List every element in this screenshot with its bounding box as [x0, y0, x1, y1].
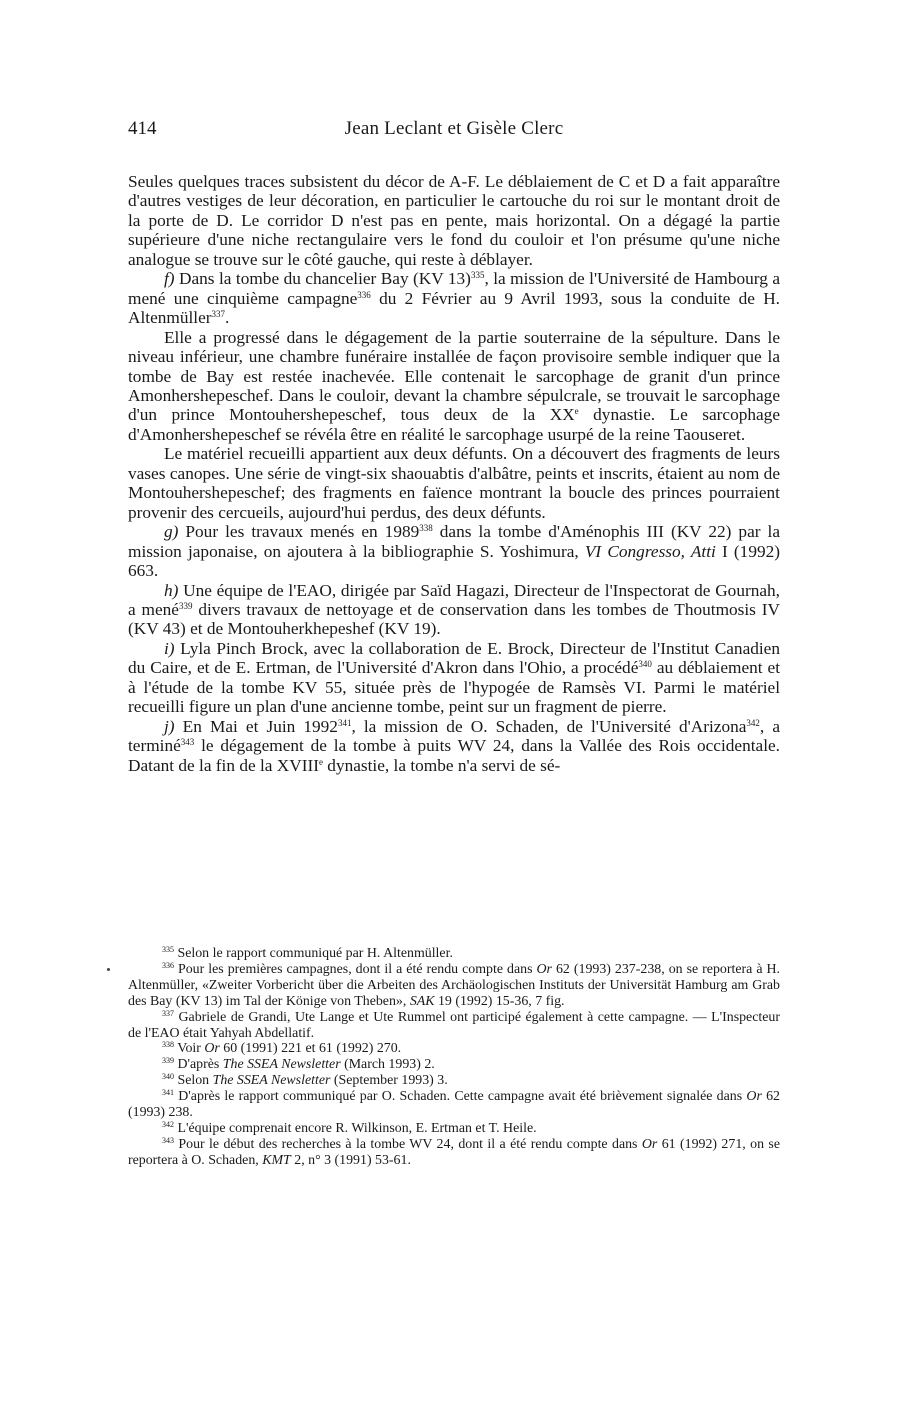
note-ref: 335	[470, 270, 485, 281]
text-run: dans la tombe d'Aménophis III (KV 22) par la mission japonaise, on ajoutera à la bibliographie S. Yoshimura,	[128, 522, 780, 561]
note-ref: 339	[178, 600, 193, 611]
text-run: 19 (1992) 15-36, 7 fig.	[434, 993, 565, 1009]
note-ref: 343	[162, 1135, 174, 1145]
italic-text: The SSEA Newsletter	[222, 1057, 341, 1073]
text-run: (March 1993) 2.	[340, 1057, 435, 1073]
text-run: 61 (1992) 271, on se reportera à O. Schaden,	[128, 1136, 781, 1168]
paragraph-6	[128, 639, 780, 717]
italic-text: Or	[536, 961, 552, 977]
text-run: Lyla Pinch Brock, avec la collaboration de E. Brock, Directeur de l'Institut Canadien du Caire, et de E. Ertman, de l'Université d'Akron dans l'Ohio, a procédé	[128, 638, 780, 678]
paragraph-3	[128, 444, 780, 522]
footnote-5	[128, 1073, 780, 1089]
note-ref: 335	[162, 945, 174, 954]
text-run: Pour les travaux menés en 1989	[178, 522, 420, 542]
text-run: le dégagement de la tombe à puits WV 24, dans la Vallée des Rois occidentale. Datant de la fin de la XVIII	[128, 736, 780, 775]
italic-text: Or	[204, 1041, 220, 1057]
text-run: Selon	[174, 1073, 213, 1089]
text-run: .	[225, 308, 230, 328]
footnote-0	[128, 946, 780, 962]
footnote-7	[128, 1121, 780, 1137]
italic-text: g)	[164, 522, 179, 542]
paragraph-5	[128, 581, 780, 639]
text-run: divers travaux de nettoyage et de conservation dans les tombes de Thoutmosis IV (KV 43) et de Montouherkhepeshef (KV 19).	[128, 599, 780, 639]
text-run: Pour les premières campagnes, dont il a été rendu compte dans	[174, 961, 537, 977]
italic-text: f)	[164, 269, 175, 289]
footnote-6	[128, 1089, 780, 1121]
paragraph-1	[128, 269, 780, 327]
note-ref: 339	[162, 1056, 174, 1066]
footnote-3	[128, 1041, 780, 1057]
text-run: Voir	[174, 1041, 205, 1057]
italic-text: Or	[641, 1136, 658, 1152]
italic-text: KMT	[262, 1152, 291, 1168]
text-run: , la mission de l'Université de Hambourg a mené une cinquième campagne	[128, 269, 780, 308]
text-run: 62 (1993) 237-238, on se reportera à H. Altenmüller, «Zweiter Vorbericht über die Arbeiten des Archäologischen Instituts der Universität Hamburg am Grab des Bay (KV 13) im Tal der Könige von Theben»,	[128, 961, 781, 1009]
paragraph-0	[128, 172, 780, 269]
text-run: du 2 Février au 9 Avril 1993, sous la conduite de H. Altenmüller	[128, 288, 780, 328]
note-ref: 341	[162, 1088, 174, 1098]
text-run: dynastie. Le sarcophage d'Amonhershepeschef se révéla être en réalité le sarcophage usurpé de la reine Taouseret.	[128, 405, 780, 444]
italic-text: SAK	[409, 993, 435, 1009]
note-ref: 337	[162, 1008, 174, 1018]
paragraph-2	[128, 328, 780, 445]
italic-text: j)	[164, 716, 175, 736]
note-ref: e	[318, 756, 323, 767]
text-run: D'après	[174, 1057, 223, 1073]
footnote-1	[128, 962, 780, 1010]
margin-mark	[107, 968, 110, 971]
note-ref: 340	[638, 659, 652, 670]
footnote-8	[128, 1137, 780, 1169]
running-head: Jean Leclant et Gisèle Clerc	[344, 118, 564, 139]
text-run: (September 1993) 3.	[330, 1073, 448, 1089]
footnote-2	[128, 1010, 780, 1042]
text-run: , la mission de O. Schaden, de l'Université d'Arizona	[351, 716, 747, 736]
page-number: 414	[128, 118, 157, 139]
text-run: Elle a progressé dans le dégagement de la partie souterraine de la sépulture. Dans le niveau inférieur, une chambre funéraire installée de façon provisoire semble indiquer que la tombe de Bay est restée inachevée. Elle contenait le sarcophage de granit d'un prince Amonhershepeschef. Dans le couloir, devant la chambre sépulcrale, se trouvait le sarcophage d'un prince Montouhershepeschef, tous deux de la XX	[128, 327, 780, 425]
text-run: Seules quelques traces subsistent du décor de A-F. Le déblaiement de C et D a fait apparaître d'autres vestiges de leur décoration, en particulier le cartouche du roi sur le montant droit de la porte de D. Le corridor D n'est pas en pente, mais horizontal. On a dégagé la partie supérieure d'une niche rectangulaire vers le fond du couloir et l'on présume qu'une niche analogue se trouve sur le côté gauche, qui reste à déblayer.	[128, 172, 780, 269]
italic-text: The SSEA Newsletter	[212, 1073, 331, 1089]
text-run: Le matériel recueilli appartient aux deux défunts. On a découvert des fragments de leurs vases canopes. Une série de vingt-six shaouabtis d'albâtre, peints et inscrits, étaient au nom de Montouhershepeschef; des fragments en faïence montrant la boucle des princes pourraient provenir des cercueils, aujourd'hui perdus, des deux défunts.	[128, 444, 780, 522]
footnote-4	[128, 1057, 780, 1073]
note-ref: 336	[162, 960, 174, 970]
text-run: , a terminé	[128, 716, 780, 756]
page-header	[128, 118, 780, 144]
note-ref: 337	[211, 309, 226, 320]
note-ref: 338	[162, 1040, 174, 1050]
text-run: I (1992) 663.	[128, 541, 780, 581]
note-ref: 338	[419, 523, 433, 534]
note-ref: e	[574, 406, 579, 417]
text-run: En Mai et Juin 1992	[174, 716, 338, 736]
note-ref: 341	[337, 717, 352, 728]
footnotes	[128, 946, 780, 1169]
text-run: Selon le rapport communiqué par H. Altenmüller.	[174, 946, 453, 961]
paragraph-7	[128, 717, 780, 775]
text-run: D'après le rapport communiqué par O. Schaden. Cette campagne avait été brièvement signalée dans	[174, 1089, 747, 1105]
text-run: 60 (1991) 221 et 61 (1992) 270.	[219, 1041, 402, 1057]
italic-text: h)	[164, 580, 179, 600]
text-run: au déblaiement et à l'étude de la tombe KV 55, située près de l'hypogée de Ramsès VI. Parmi le matériel recueilli figure un plan d'une ancienne tombe, peint sur un fragment de pierre.	[128, 658, 780, 717]
italic-text: i)	[164, 638, 175, 658]
text-run: Une équipe de l'EAO, dirigée par Saïd Hagazi, Directeur de l'Inspectorat de Gournah, a mené	[128, 580, 780, 619]
note-ref: 342	[746, 717, 760, 728]
italic-text: VI Congresso, Atti	[584, 541, 716, 561]
text-run: Dans la tombe du chancelier Bay (KV 13)	[174, 269, 471, 289]
note-ref: 340	[162, 1072, 174, 1082]
note-ref: 342	[162, 1119, 174, 1129]
text-run: dynastie, la tombe n'a servi de sé-	[322, 755, 561, 775]
paragraph-4	[128, 522, 780, 580]
text-run: 2, n° 3 (1991) 53-61.	[290, 1152, 411, 1168]
body-text	[128, 172, 780, 775]
text-run: Pour le début des recherches à la tombe WV 24, dont il a été rendu compte dans	[174, 1136, 642, 1152]
italic-text: Or	[746, 1089, 762, 1105]
note-ref: 336	[357, 289, 371, 300]
note-ref: 343	[180, 737, 195, 748]
text-run: 62 (1993) 238.	[128, 1089, 780, 1121]
text-run: L'équipe comprenait encore R. Wilkinson, E. Ertman et T. Heile.	[174, 1120, 537, 1136]
text-run: Gabriele de Grandi, Ute Lange et Ute Rummel ont participé également à cette campagne. — L'Inspecteur de l'EAO était Yahyah Abdellatif.	[128, 1009, 780, 1041]
